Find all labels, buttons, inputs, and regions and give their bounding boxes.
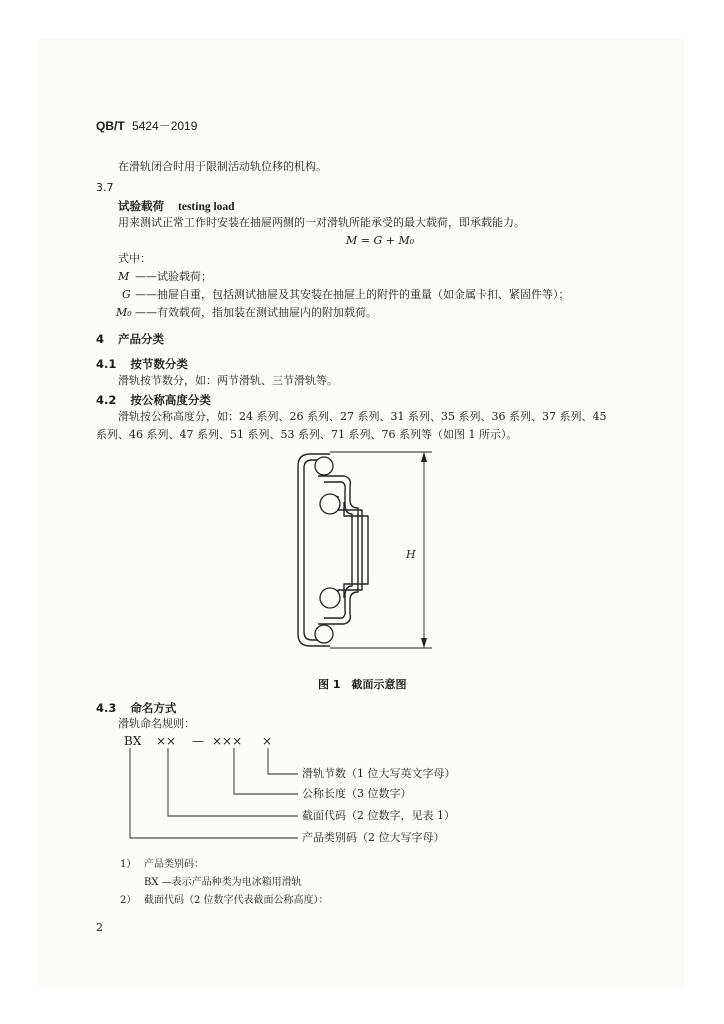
connector-category (130, 748, 298, 838)
code-xx: ×× (156, 734, 177, 748)
var-symbol: M (118, 270, 130, 283)
var-row-m (118, 270, 212, 284)
outer-rail-inner (304, 460, 330, 640)
term-en: testing load (178, 201, 235, 213)
intro-line: 在滑轨闭合时用于限制活动轨位移的机构。 (118, 160, 327, 173)
legend-category: 产品类别码（2 位大写字母） (302, 831, 445, 844)
section-4-2-body-line1: 滑轨按公称高度分，如：24 系列、26 系列、27 系列、31 系列、35 系列、36 系列、37 系列、45 (118, 410, 607, 423)
legend-section-code: 截面代码（2 位数字，见表 1） (302, 809, 455, 822)
ball-bearing (315, 625, 333, 643)
code-x: × (262, 734, 273, 748)
connector-section-code (168, 748, 298, 816)
code-bx: BX (124, 734, 142, 748)
var-symbol: G (122, 288, 131, 301)
ball-bearing (320, 494, 340, 514)
ball-bearing (320, 588, 340, 608)
standard-number: 5424－2019 (132, 119, 198, 133)
dim-arrow-bottom (421, 638, 427, 648)
inner-rail-lip (344, 502, 368, 598)
section-4-3-intro: 滑轨命名规则： (118, 717, 195, 730)
connector-length (234, 748, 298, 794)
section-4-1-heading (96, 356, 188, 372)
section-4-3-heading (96, 700, 176, 716)
legend-sections: 滑轨节数（1 位大写英文字母） (302, 767, 456, 780)
var-row-m0 (116, 306, 377, 320)
var-desc: ——有效载荷，指加装在测试抽屉内的附加载荷。 (135, 306, 377, 319)
var-desc: ——抽屉自重，包括测试抽屉及其安装在抽屉上的附件的重量（如金属卡扣、紧固件等）； (135, 288, 570, 301)
formula: M = G + M₀ (346, 234, 415, 247)
note-1 (120, 855, 204, 870)
code-connector-lines (120, 746, 300, 846)
section-4-1-body: 滑轨按节数分，如：两节滑轨、三节滑轨等。 (118, 374, 338, 387)
section-3-7-number: 3.7 (96, 181, 114, 194)
dim-label-h: H (406, 548, 416, 561)
var-desc: ——试验载荷； (135, 270, 212, 283)
section-number: 4.1 (96, 357, 117, 371)
note-2 (120, 891, 329, 906)
figure-1-cross-section (290, 440, 460, 670)
note-text: 截面代码（2 位数字代表截面公称高度）： (144, 895, 329, 906)
code-dash: — (192, 734, 204, 748)
note-1-detail: BX —表示产品种类为电冰箱用滑轨 (144, 877, 302, 888)
section-number: 4.2 (96, 393, 117, 407)
var-row-g (122, 288, 570, 302)
connector-sections (268, 748, 298, 774)
section-4-heading (96, 331, 164, 347)
standard-header (96, 117, 197, 134)
section-3-7-definition: 用来测试正常工作时安装在抽屉两侧的一对滑轨所能承受的最大载荷，即承载能力。 (118, 216, 525, 229)
where-label: 式中： (118, 252, 151, 265)
code-xxx: ××× (212, 734, 243, 748)
term-cn: 试验载荷 (118, 199, 164, 213)
section-title: 按节数分类 (130, 357, 188, 371)
standard-prefix: QB/T (96, 119, 125, 133)
ball-bearing (315, 457, 333, 475)
legend-length: 公称长度（3 位数字） (302, 787, 412, 800)
figure-1-caption: 图 1 截面示意图 (318, 678, 407, 691)
note-number: 2） (120, 895, 137, 906)
section-3-7-term (118, 198, 235, 214)
section-title: 命名方式 (130, 701, 177, 715)
section-4-2-heading (96, 392, 211, 408)
section-4-2-body-line2: 系列、46 系列、47 系列、51 系列、53 系列、71 系列、76 系列等（如图 1 所示）。 (96, 428, 518, 441)
section-number: 4 (96, 332, 105, 346)
section-title: 按公称高度分类 (130, 393, 211, 407)
note-text: 产品类别码： (144, 859, 204, 870)
page-number: 2 (96, 921, 103, 934)
var-symbol: M₀ (116, 306, 132, 319)
dim-arrow-top (421, 452, 427, 462)
note-number: 1） (120, 859, 137, 870)
outer-rail (298, 454, 330, 646)
section-number: 4.3 (96, 701, 117, 715)
section-title: 产品分类 (118, 332, 165, 346)
